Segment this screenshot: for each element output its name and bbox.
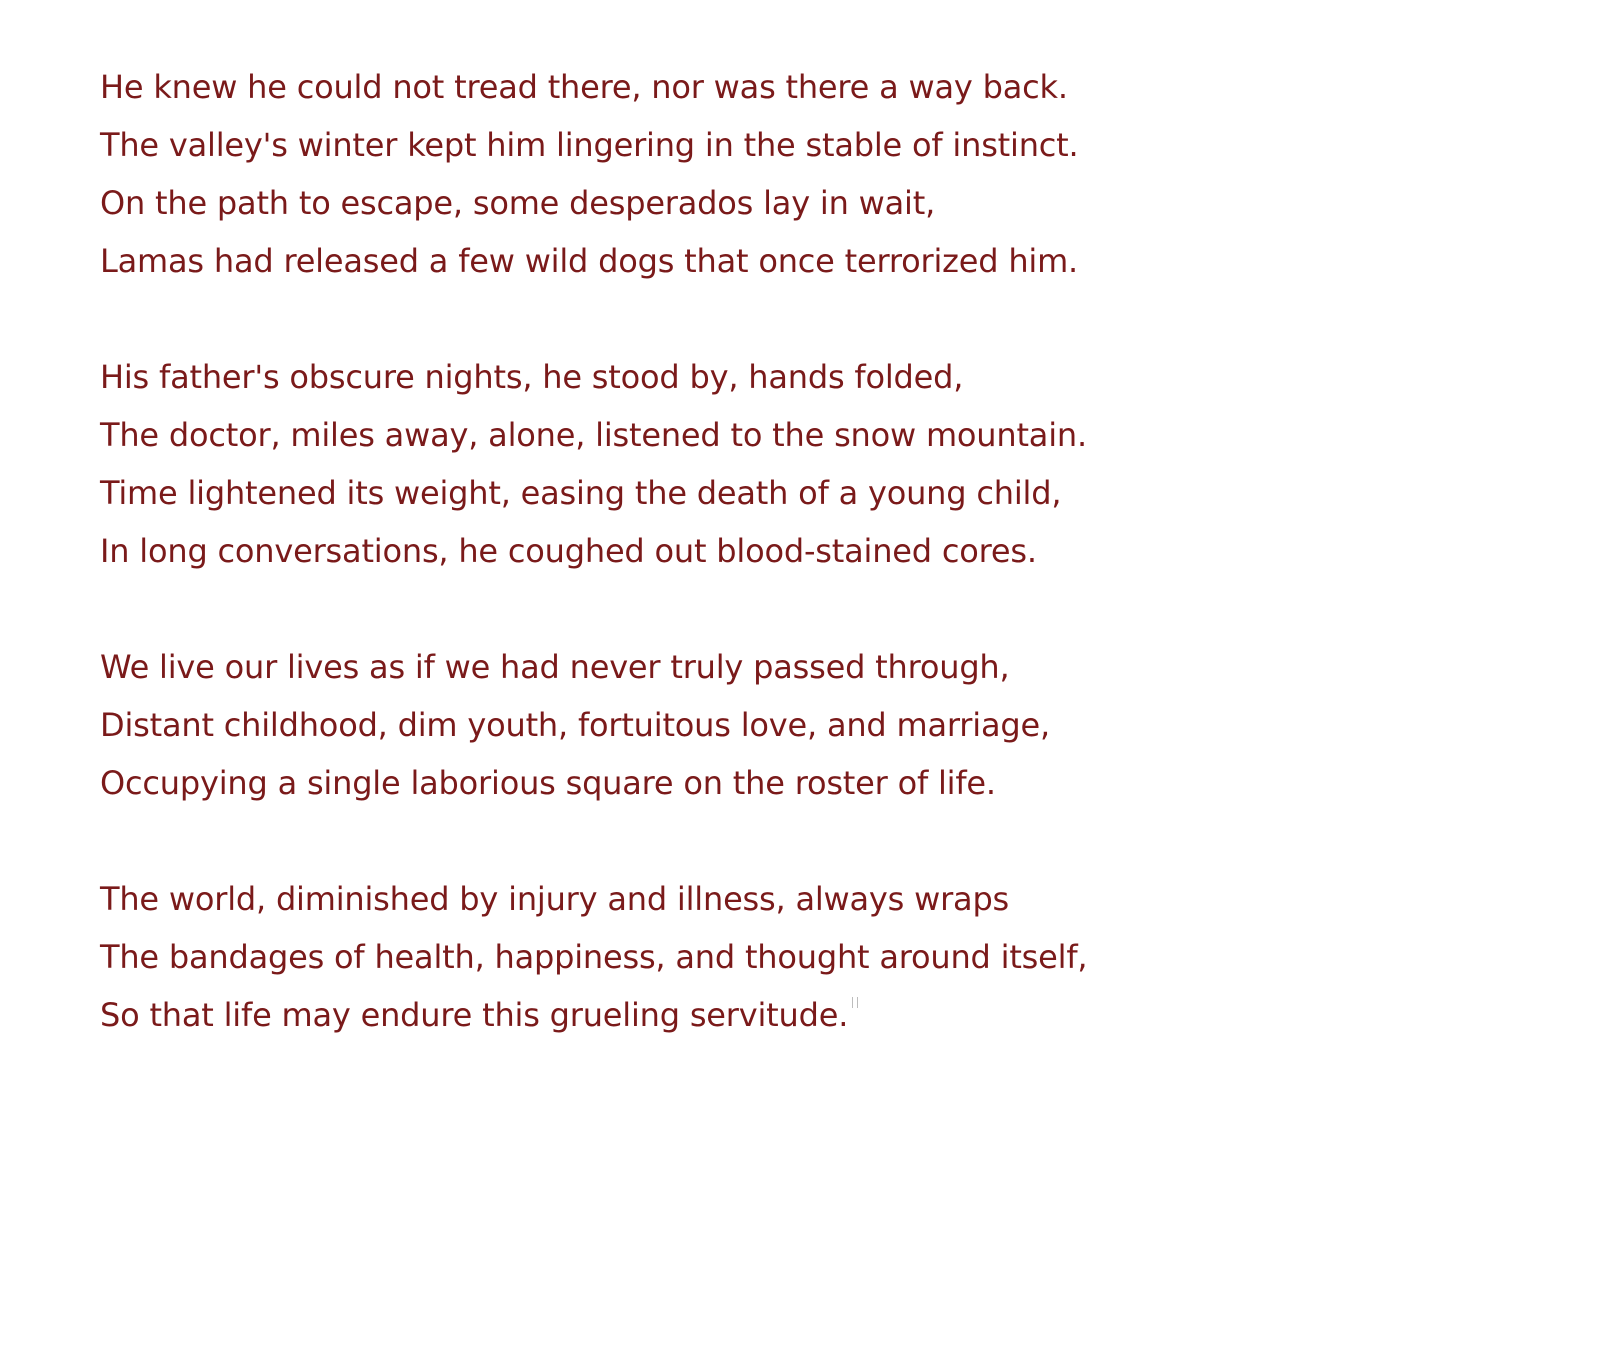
poem-line: The doctor, miles away, alone, listened to the snow mountain. [100, 416, 1087, 454]
poem-line-last [100, 986, 1300, 1044]
poem-line: We live our lives as if we had never truly passed through, [100, 648, 1010, 686]
stanza-1 [100, 58, 1300, 290]
poem-line: His father's obscure nights, he stood by, hands folded, [100, 358, 964, 396]
poem-line: The bandages of health, happiness, and thought around itself, [100, 938, 1088, 976]
stanza-2 [100, 348, 1300, 580]
end-marker-icon [852, 997, 858, 1008]
poem-line: Occupying a single laborious square on the roster of life. [100, 764, 996, 802]
poem-line: He knew he could not tread there, nor was there a way back. [100, 68, 1068, 106]
poem-line: Distant childhood, dim youth, fortuitous love, and marriage, [100, 706, 1050, 744]
poem [100, 58, 1300, 1102]
poem-line: The valley's winter kept him lingering in the stable of instinct. [100, 126, 1079, 164]
poem-line: In long conversations, he coughed out blood-stained cores. [100, 532, 1037, 570]
stanza-3 [100, 638, 1300, 812]
poem-line: Time lightened its weight, easing the death of a young child, [100, 474, 1062, 512]
stanza-4 [100, 870, 1300, 1044]
poem-line-text: So that life may endure this grueling servitude. [100, 996, 849, 1034]
poem-line: Lamas had released a few wild dogs that once terrorized him. [100, 242, 1079, 280]
poem-line: On the path to escape, some desperados lay in wait, [100, 184, 936, 222]
poem-line: The world, diminished by injury and illness, always wraps [100, 880, 1010, 918]
